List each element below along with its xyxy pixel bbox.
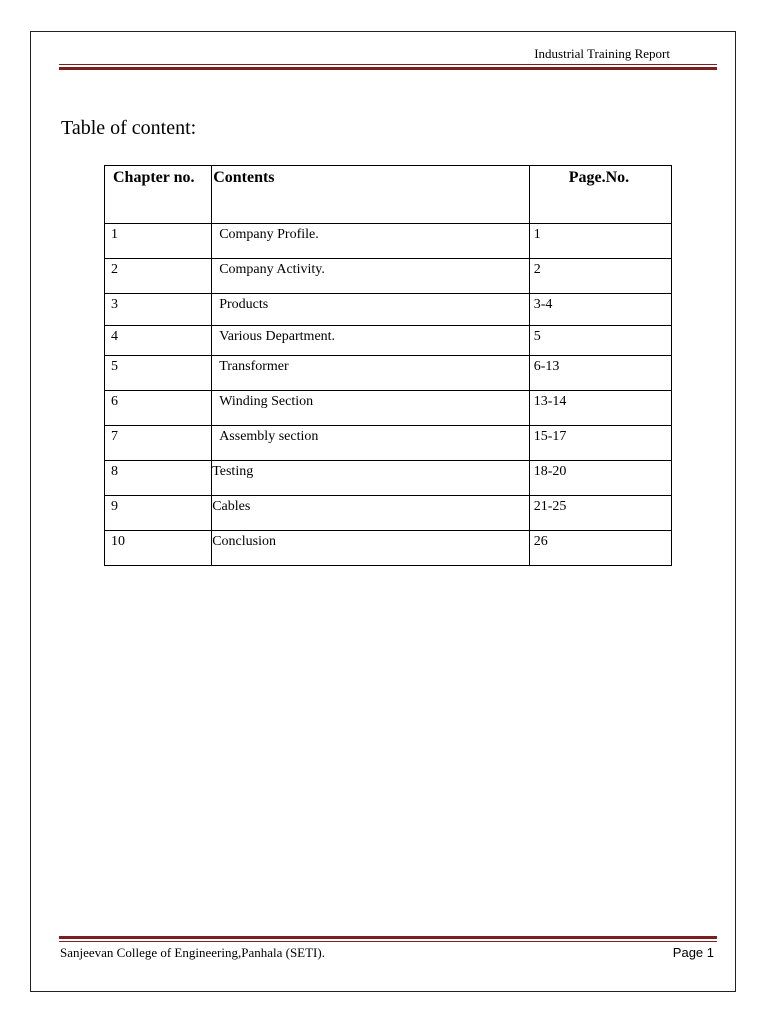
toc-chapter-number: 1 [111,227,118,242]
toc-row [105,391,672,426]
toc-row [105,294,672,326]
toc-page-number: 5 [533,329,541,344]
header-report-title: Industrial Training Report [534,46,670,61]
toc-header-page [529,166,671,224]
toc-contents: Products [219,297,269,312]
toc-row [105,259,672,294]
toc-header-chapter-label: Chapter no. [113,169,195,186]
footer-rule-thick [59,936,717,939]
toc-header-page-label: Page.No. [568,169,630,186]
toc-chapter-number: 8 [111,464,118,479]
toc-page-number: 6-13 [533,359,560,374]
toc-page-number: 1 [533,227,541,242]
footer-rule-thin [59,941,717,942]
toc-page-number: 21-25 [533,499,567,514]
toc-table [104,165,672,566]
toc-contents: Company Activity. [219,262,325,277]
toc-header-contents-label: Contents [213,169,275,186]
footer-institution: Sanjeevan College of Engineering,Panhala (SETI). [60,945,325,960]
toc-chapter-number: 4 [111,329,118,344]
toc-contents: Company Profile. [219,227,319,242]
toc-row [105,496,672,531]
toc-page-number: 2 [533,262,541,277]
toc-chapter-number: 5 [111,359,118,374]
toc-page-number: 13-14 [533,394,567,409]
toc-page-number: 18-20 [533,464,567,479]
toc-contents: Cables [212,499,251,514]
toc-page-number: 26 [533,534,548,549]
toc-contents: Conclusion [212,534,276,549]
toc-header-row [105,166,672,224]
toc-contents: Assembly section [219,429,319,444]
toc-chapter-number: 9 [111,499,118,514]
toc-row [105,426,672,461]
header-rule-thick [59,67,717,70]
toc-contents: Testing [212,464,254,479]
page-title: Table of content: [61,117,197,139]
toc-header-chapter [105,166,212,224]
toc-page-number: 3-4 [533,297,553,312]
toc-row [105,326,672,356]
toc-row [105,531,672,566]
toc-contents: Transformer [219,359,289,374]
header-rule-thin [59,64,717,65]
toc-chapter-number: 3 [111,297,118,312]
toc-header-contents [212,166,530,224]
toc-row [105,461,672,496]
toc-row [105,356,672,391]
toc-chapter-number: 2 [111,262,118,277]
toc-contents: Various Department. [219,329,336,344]
toc-page-number: 15-17 [533,429,567,444]
toc-chapter-number: 10 [111,534,125,549]
toc-chapter-number: 7 [111,429,118,444]
toc-row [105,224,672,259]
footer-page-number: Page 1 [672,945,714,960]
toc-chapter-number: 6 [111,394,118,409]
toc-contents: Winding Section [219,394,314,409]
